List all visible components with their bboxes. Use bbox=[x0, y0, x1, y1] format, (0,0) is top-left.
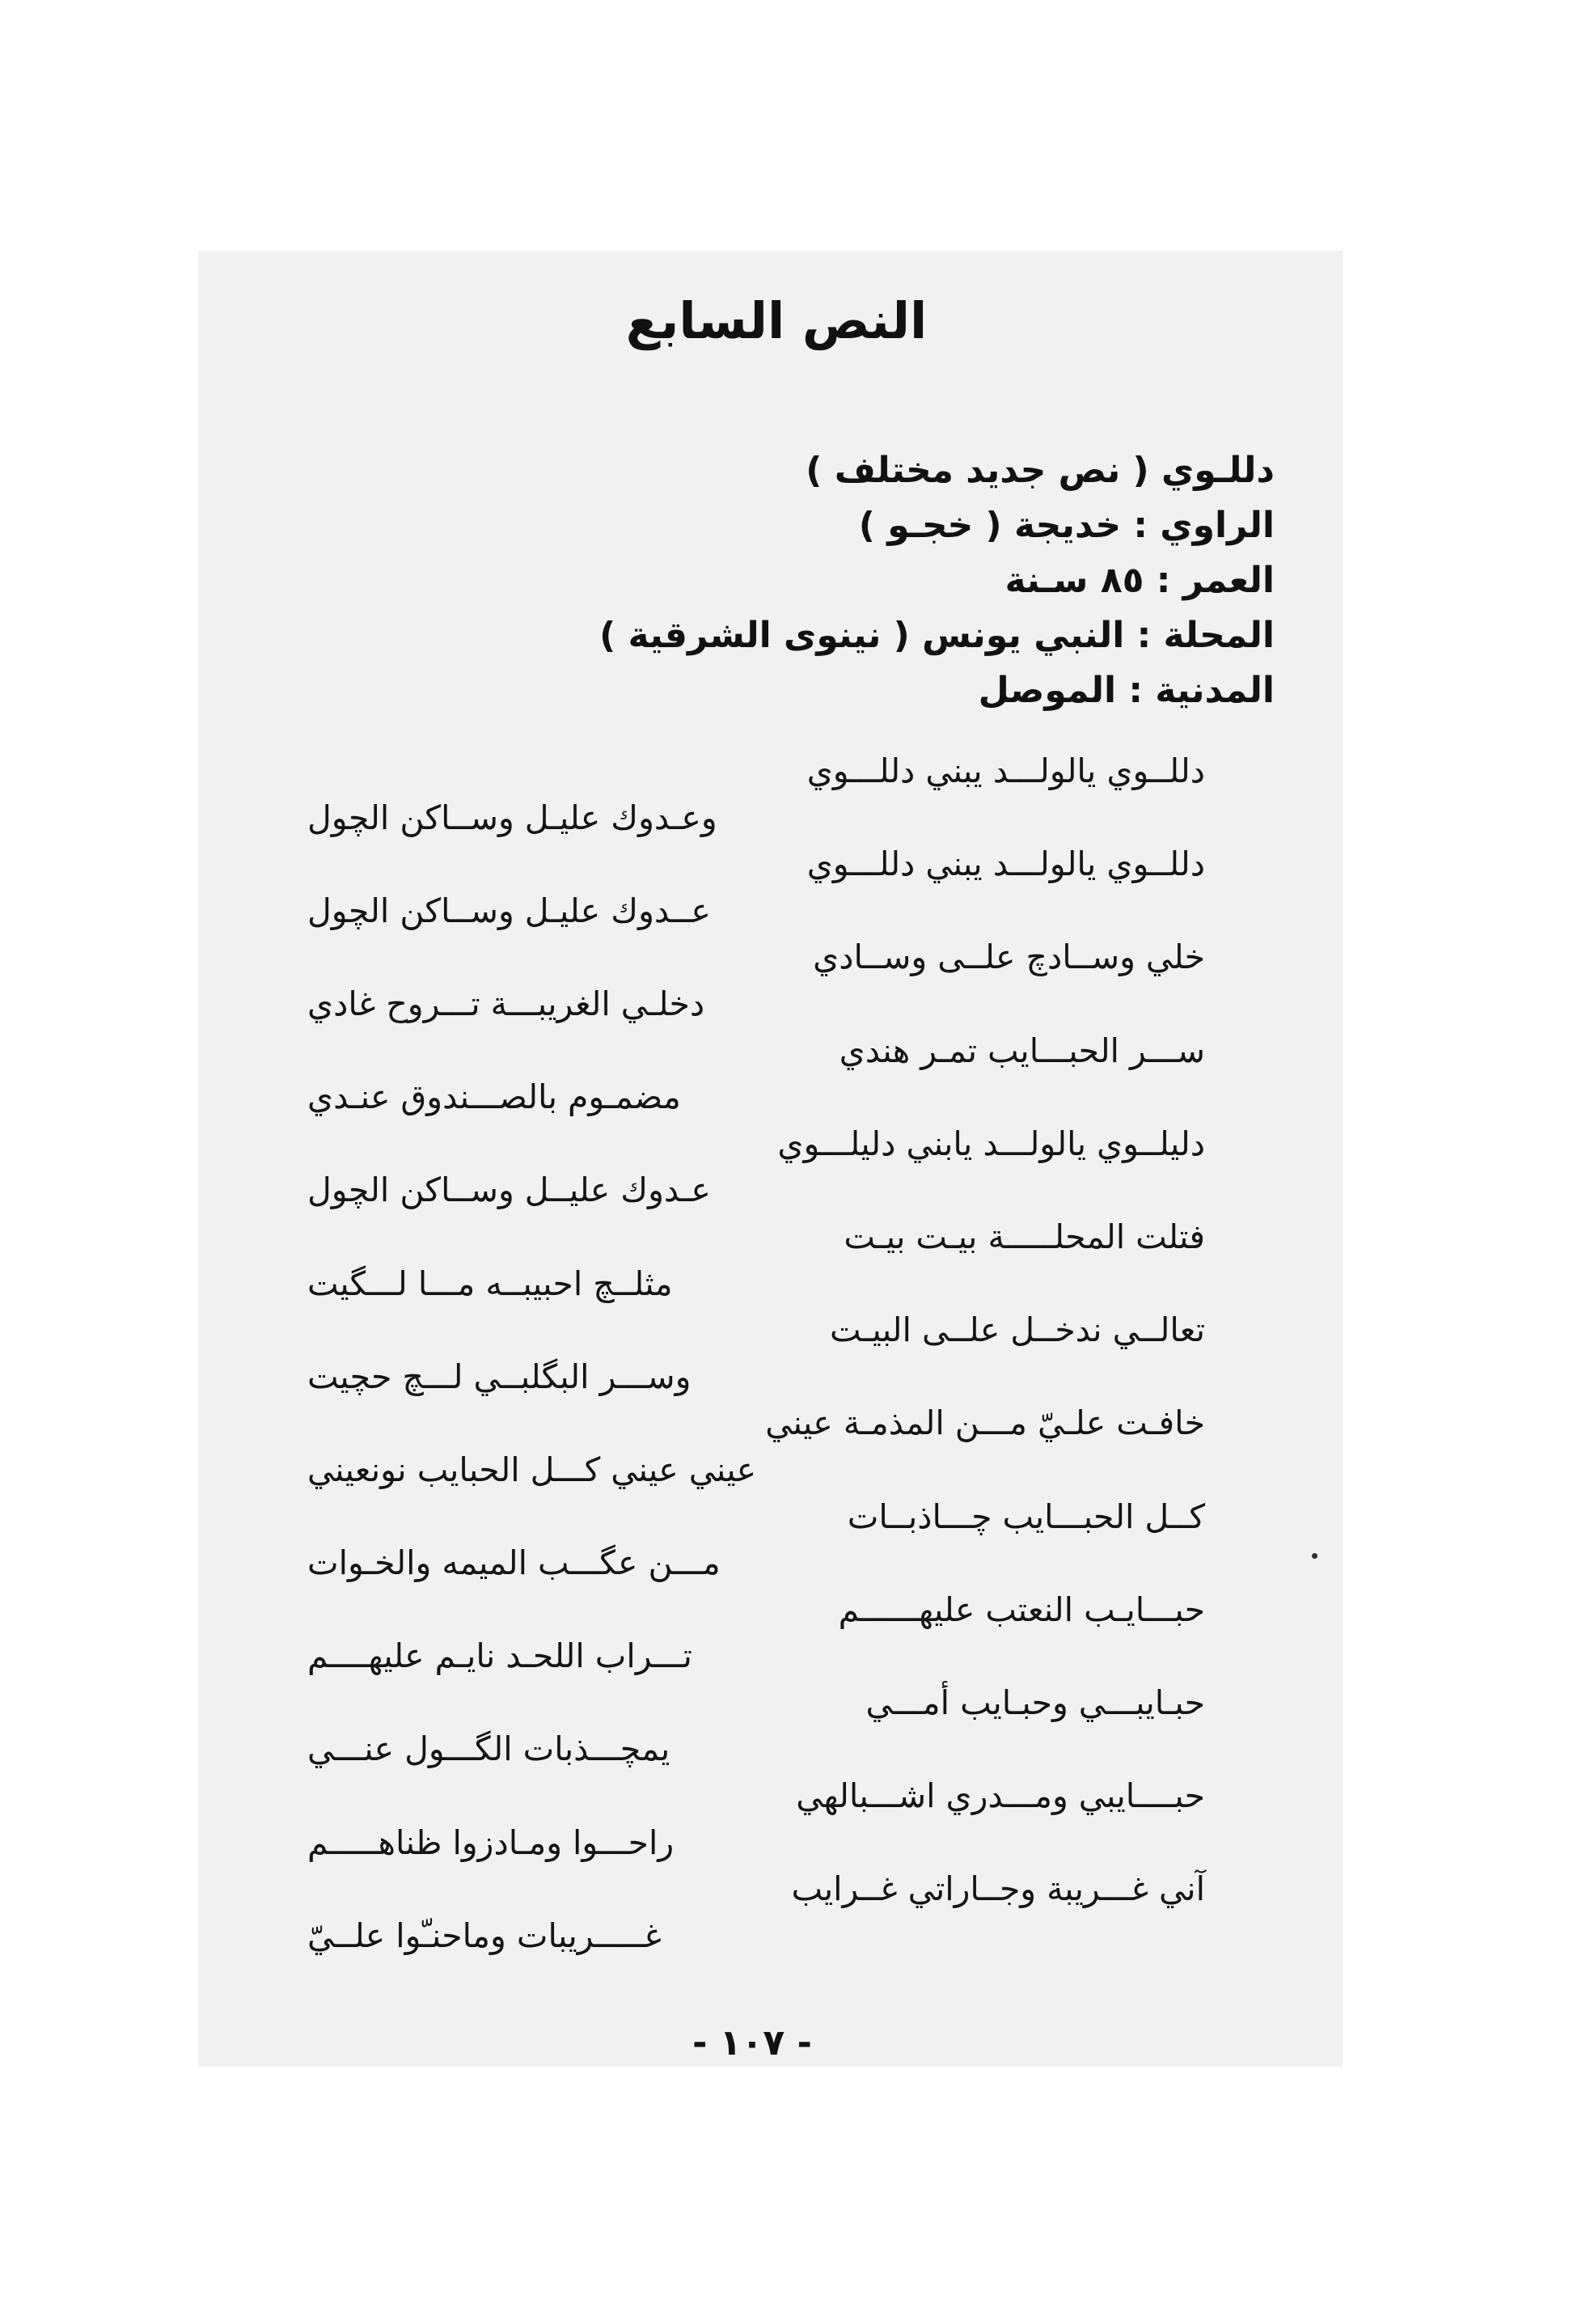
verse-line: خافـت علـيّ مـــن المذمـة عيني bbox=[765, 1403, 1205, 1443]
verse-line: كــل الحبـــايب چـــاذبــات bbox=[847, 1496, 1205, 1536]
verse-line: وســـر البگلبــي لـــچ حچيت bbox=[307, 1357, 691, 1396]
page-title: النص السابع bbox=[625, 291, 928, 350]
verse-line: دللــوي يالولـــد يبني دللـــوي bbox=[806, 845, 1205, 884]
song-line: دللـوي ( نص جديد مختلف ) bbox=[806, 450, 1275, 491]
verse-line: حبـايبـــي وحبـايب أمـــي bbox=[865, 1683, 1205, 1722]
verse-line: عيني عيني كـــل الحبايب نونعيني bbox=[307, 1450, 757, 1489]
narrator-line: الراوي : خديجة ( خجـو ) bbox=[858, 505, 1275, 546]
verse-line: عـدوك عليــل وســاكن الچول bbox=[307, 1170, 711, 1210]
verse-line: حبــــايبي ومـــدري اشـــبالهي bbox=[796, 1776, 1205, 1816]
verse-line: يمچـــذبات الگـــول عنـــي bbox=[307, 1729, 670, 1769]
verse-line: مـــن عگـــب الميمه والخـوات bbox=[307, 1543, 721, 1583]
verse-line: مضمـوم بالصـــندوق عنـدي bbox=[307, 1077, 681, 1117]
verse-line: دليلــوي يالولـــد يابني دليلـــوي bbox=[777, 1124, 1205, 1163]
city-line: المدنية : الموصل bbox=[978, 670, 1275, 711]
page-number: - ١٠٧ - bbox=[692, 2022, 812, 2064]
verse-line: آني غـــريبة وجــاراتي غــرايب bbox=[791, 1869, 1205, 1909]
verse-line: دللــوي يالولـــد يبني دللـــوي bbox=[806, 751, 1205, 790]
verse-line: دخلـي الغريبـــة تـــروح غادي bbox=[307, 984, 705, 1023]
verse-line: خلي وســادچ علــى وســادي bbox=[813, 938, 1205, 977]
quarter-line: المحلة : النبي يونس ( نينوى الشرقية ) bbox=[599, 615, 1275, 656]
verse-line: تعالــي ندخــل علــى البيـت bbox=[830, 1310, 1205, 1350]
verse-line: عــدوك عليـل وســاكن الچول bbox=[307, 891, 711, 930]
verse-line: غـــــريبات وماحنـّوا علــيّ bbox=[307, 1916, 662, 1955]
age-line: العمر : ٨٥ سـنة bbox=[1004, 560, 1275, 601]
verse-line: تـــراب اللحـد نايـم عليهــــم bbox=[307, 1636, 692, 1676]
verse-line: ســـر الحبـــايب تمـر هندي bbox=[839, 1031, 1205, 1070]
scan-speck bbox=[1312, 1553, 1317, 1559]
metadata-block bbox=[599, 443, 1275, 718]
verse-line: فتلت المحلـــــة بيـت بيـت bbox=[844, 1217, 1205, 1256]
verse-line: وعـدوك عليـل وســاكن الچول bbox=[307, 798, 717, 837]
poem-body bbox=[307, 748, 1205, 1959]
verse-line: حبـــايـب النعتب عليهــــــم bbox=[838, 1590, 1205, 1629]
verse-line: راحـــوا ومـادزوا ظناهـــــم bbox=[307, 1822, 675, 1862]
verse-line: مثلــچ احبيبــه مـــا لـــگيت bbox=[307, 1264, 673, 1303]
